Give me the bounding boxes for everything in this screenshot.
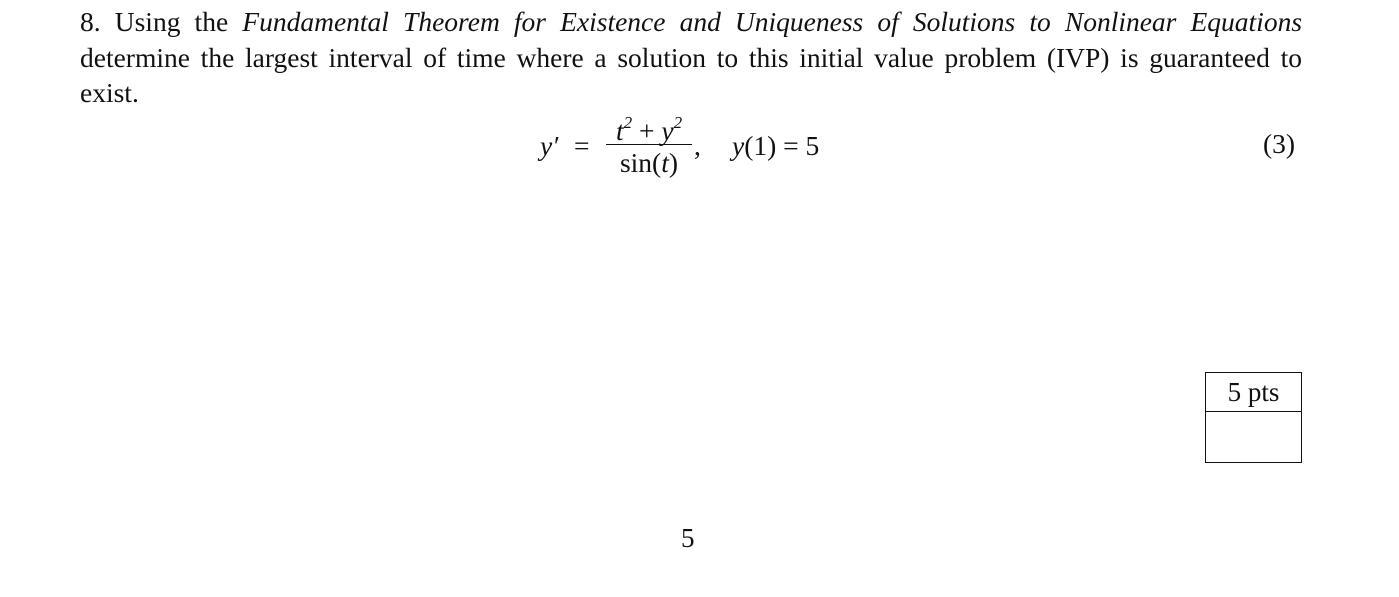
equation-equals: = <box>574 130 590 161</box>
theorem-name: Fundamental Theorem for Existence and Uniqueness of Solutions to Nonlinear Equations <box>242 6 1303 37</box>
points-label: 5 pts <box>1206 373 1301 412</box>
page-number: 5 <box>681 523 695 553</box>
equation-number: (3) <box>1263 128 1296 159</box>
fraction-numerator: $t^2 + y^2$ <box>615 113 683 147</box>
fraction-denominator: sin(t) <box>619 147 679 178</box>
initial-condition: y(1) = 5 <box>732 130 820 161</box>
ivp-equation <box>540 108 860 188</box>
problem-statement <box>80 4 1302 111</box>
problem-tail: determine the largest interval of time where a solution to this initial value problem (IVP) is guaranteed to exist. <box>80 41 1302 108</box>
equation-lhs: y′ <box>540 130 559 161</box>
equation-fraction <box>606 108 692 181</box>
points-box <box>1205 372 1302 463</box>
equation-separator: , <box>694 130 701 161</box>
score-field[interactable] <box>1206 412 1301 461</box>
problem-lead: Using the <box>114 6 229 37</box>
problem-number: 8. <box>80 6 101 37</box>
